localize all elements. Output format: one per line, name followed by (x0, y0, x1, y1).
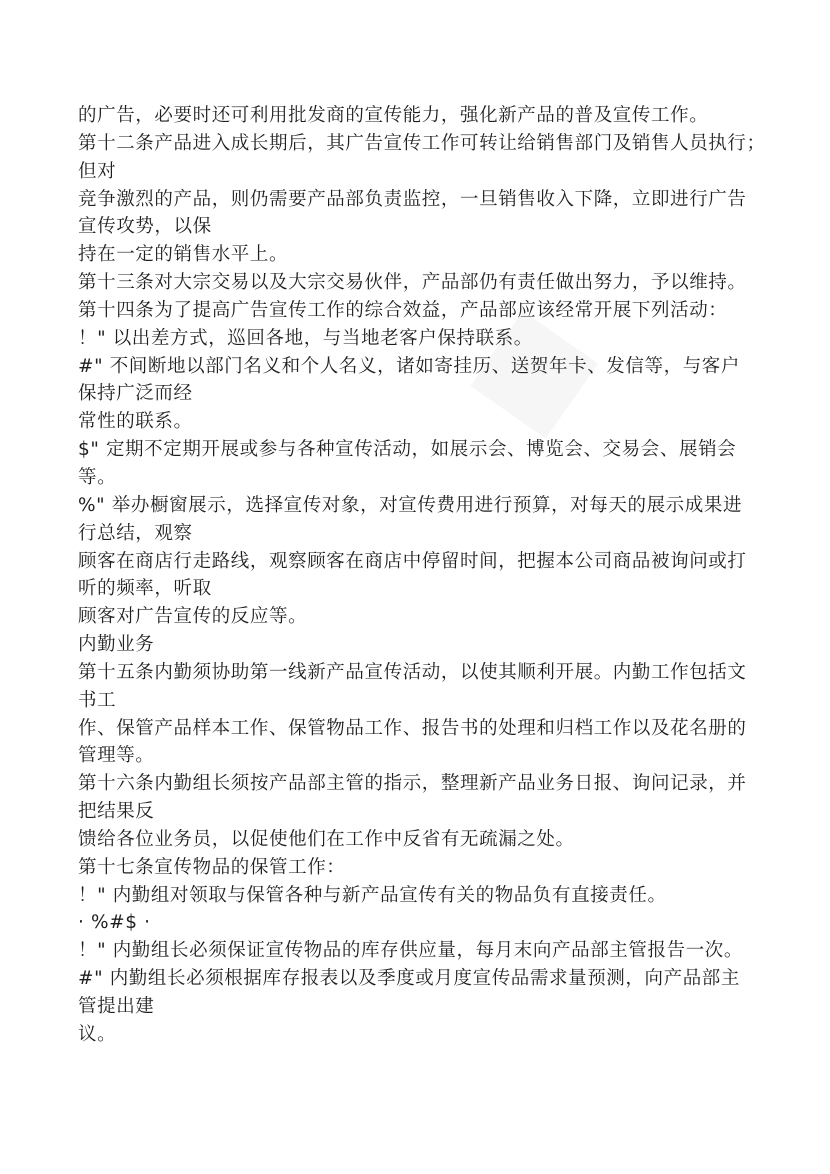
text-line: 听的频率，听取 (78, 578, 212, 600)
text-line: 但对 (78, 160, 117, 182)
text-line: 宣传攻势，以保 (78, 216, 212, 238)
text-line: 第十四条为了提高广告宣传工作的综合效益，产品部应该经常开展下列活动： (78, 299, 728, 321)
text-line: 顾客对广告宣传的反应等。 (78, 606, 308, 628)
text-line: 第十七条宣传物品的保管工作： (78, 856, 346, 878)
text-line: 的广告，必要时还可利用批发商的宣传能力，强化新产品的普及宣传工作。 (78, 105, 709, 126)
text-line: · %#$ · (78, 912, 151, 934)
text-line: 竞争激烈的产品，则仍需要产品部负责监控，一旦销售收入下降，立即进行广告 (78, 188, 747, 210)
text-line: 馈给各位业务员，以促使他们在工作中反省有无疏漏之处。 (78, 828, 575, 850)
text-line: 等。 (78, 466, 117, 488)
text-line: 作、保管产品样本工作、保管物品工作、报告书的处理和归档工作以及花名册的 (78, 717, 747, 739)
text-line: 行总结，观察 (78, 522, 193, 544)
text-line: 保持广泛而经 (78, 383, 193, 405)
text-line: 第十三条对大宗交易以及大宗交易伙伴，产品部仍有责任做出努力，予以维持。 (78, 272, 747, 294)
text-line: 内勤业务 (78, 634, 155, 656)
text-line: $" 定期不定期开展或参与各种宣传活动，如展示会、博览会、交易会、展销会 (78, 439, 737, 461)
text-line: 持在一定的销售水平上。 (78, 244, 289, 266)
text-line: 管理等。 (78, 745, 155, 767)
text-line: %" 举办橱窗展示，选择宣传对象，对宣传费用进行预算，对每天的展示成果进 (78, 494, 743, 516)
text-line: 第十二条产品进入成长期后，其广告宣传工作可转让给销售部门及销售人员执行； (78, 132, 766, 154)
text-line: #" 内勤组长必须根据库存报表以及季度或月度宣传品需求量预测，向产品部主 (78, 968, 740, 990)
text-line: 第十五条内勤须协助第一线新产品宣传活动，以使其顺利开展。内勤工作包括文 (78, 661, 747, 683)
text-line: 管提出建 (78, 996, 155, 1017)
document-body (78, 102, 778, 1049)
text-line: 议。 (78, 1023, 117, 1045)
text-line: #" 不间断地以部门名义和个人名义，诸如寄挂历、送贺年卡、发信等，与客户 (78, 355, 740, 377)
text-line: ！" 以出差方式，巡回各地，与当地老客户保持联系。 (78, 327, 533, 349)
text-line: ！" 内勤组对领取与保管各种与新产品宣传有关的物品负有直接责任。 (78, 884, 667, 906)
text-line: 常性的联系。 (78, 411, 193, 433)
text-line: 第十六条内勤组长须按产品部主管的指示，整理新产品业务日报、询问记录，并 (78, 773, 747, 795)
text-line: ！" 内勤组长必须保证宣传物品的库存供应量，每月末向产品部主管报告一次。 (78, 940, 743, 962)
text-line: 把结果反 (78, 801, 155, 823)
text-line: 书工 (78, 689, 117, 711)
text-line: 顾客在商店行走路线，观察顾客在商店中停留时间，把握本公司商品被询问或打 (78, 550, 747, 572)
